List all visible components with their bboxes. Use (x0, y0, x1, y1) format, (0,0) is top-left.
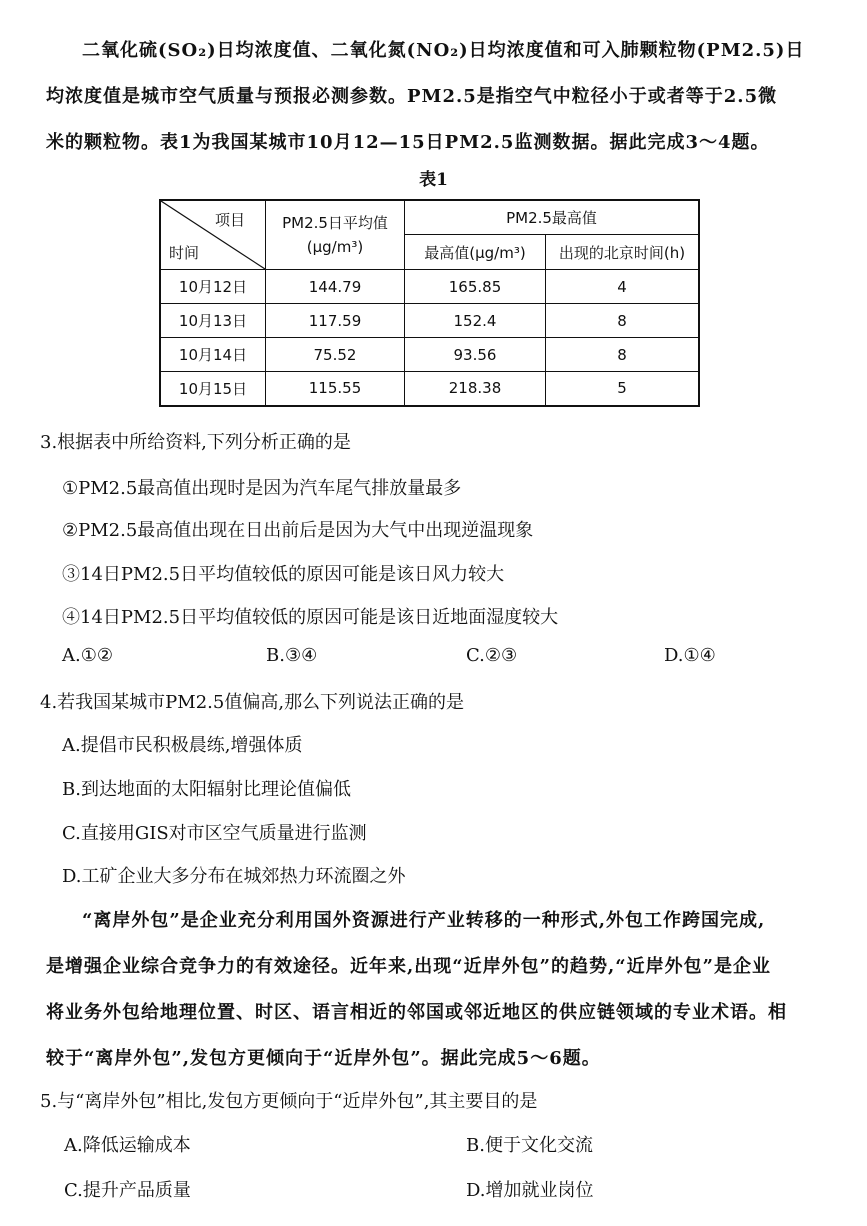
q3-item-2: ②PM2.5最高值出现在日出前后是因为大气中出现逆温现象 (62, 520, 534, 541)
intro-paragraph-1 (46, 28, 816, 166)
q3-option-b[interactable]: B.③④ (266, 645, 318, 666)
intro2-line-3: 将业务外包给地理位置、时区、语言相近的邻国或邻近地区的供应链领域的专业术语。相 (46, 1002, 787, 1023)
header-corner-cell (160, 200, 266, 270)
row-avg: 117.59 (266, 304, 405, 338)
q5-option-d[interactable]: D.增加就业岗位 (466, 1180, 594, 1201)
q4-option-b[interactable]: B.到达地面的太阳辐射比理论值偏低 (62, 779, 351, 800)
header-corner-bottom: 时间 (169, 244, 200, 262)
intro2-line-2: 是增强企业综合竞争力的有效途径。近年来,出现“近岸外包”的趋势,“近岸外包”是企业 (46, 956, 771, 977)
q5-option-b[interactable]: B.便于文化交流 (466, 1135, 593, 1156)
table-row (160, 304, 699, 338)
table-row (160, 338, 699, 372)
header-max-group: PM2.5最高值 (405, 200, 700, 235)
intro1-line-2: 均浓度值是城市空气质量与预报必测参数。PM2.5是指空气中粒径小于或者等于2.5微 (46, 86, 778, 107)
header-avg: PM2.5日平均值(μg/m³) (266, 200, 405, 270)
q3-item-3: ③14日PM2.5日平均值较低的原因可能是该日风力较大 (62, 564, 505, 585)
table-row (160, 372, 699, 406)
row-date: 10月14日 (160, 338, 266, 372)
row-date: 10月13日 (160, 304, 266, 338)
row-max: 165.85 (405, 270, 546, 304)
q4-option-c[interactable]: C.直接用GIS对市区空气质量进行监测 (62, 823, 367, 844)
q4-option-d[interactable]: D.工矿企业大多分布在城郊热力环流圈之外 (62, 866, 406, 887)
row-date: 10月12日 (160, 270, 266, 304)
row-date: 10月15日 (160, 372, 266, 406)
table-row (160, 270, 699, 304)
table-caption: 表1 (419, 170, 448, 190)
row-hour: 4 (546, 270, 700, 304)
row-hour: 8 (546, 304, 700, 338)
pm25-table (159, 199, 700, 407)
q3-item-4: ④14日PM2.5日平均值较低的原因可能是该日近地面湿度较大 (62, 607, 559, 628)
intro1-line-3: 米的颗粒物。表1为我国某城市10月12—15日PM2.5监测数据。据此完成3～4题。 (46, 132, 770, 153)
q3-option-c[interactable]: C.②③ (466, 645, 518, 666)
q3-option-a[interactable]: A.①② (62, 645, 113, 666)
row-avg: 144.79 (266, 270, 405, 304)
row-max: 218.38 (405, 372, 546, 406)
intro-paragraph-2 (46, 898, 816, 1082)
intro2-line-4: 较于“离岸外包”,发包方更倾向于“近岸外包”。据此完成5～6题。 (46, 1048, 601, 1069)
header-max-value: 最高值(μg/m³) (405, 235, 546, 270)
row-hour: 5 (546, 372, 700, 406)
q3-stem: 3.根据表中所给资料,下列分析正确的是 (40, 432, 351, 453)
intro2-line-1: “离岸外包”是企业充分利用国外资源进行产业转移的一种形式,外包工作跨国完成, (82, 910, 766, 931)
row-max: 152.4 (405, 304, 546, 338)
intro1-line-1: 二氧化硫(SO₂)日均浓度值、二氧化氮(NO₂)日均浓度值和可入肺颗粒物(PM2.5)日 (82, 40, 805, 61)
header-corner-top: 项目 (214, 211, 245, 229)
q3-option-d[interactable]: D.①④ (664, 645, 716, 666)
q4-option-a[interactable]: A.提倡市民积极晨练,增强体质 (62, 735, 303, 756)
q5-option-a[interactable]: A.降低运输成本 (64, 1135, 191, 1156)
q5-option-c[interactable]: C.提升产品质量 (64, 1180, 191, 1201)
header-max-time: 出现的北京时间(h) (546, 235, 700, 270)
row-avg: 115.55 (266, 372, 405, 406)
row-hour: 8 (546, 338, 700, 372)
q3-item-1: ①PM2.5最高值出现时是因为汽车尾气排放量最多 (62, 478, 462, 499)
row-max: 93.56 (405, 338, 546, 372)
row-avg: 75.52 (266, 338, 405, 372)
q5-stem: 5.与“离岸外包”相比,发包方更倾向于“近岸外包”,其主要目的是 (40, 1091, 538, 1112)
q4-stem: 4.若我国某城市PM2.5值偏高,那么下列说法正确的是 (40, 692, 465, 713)
